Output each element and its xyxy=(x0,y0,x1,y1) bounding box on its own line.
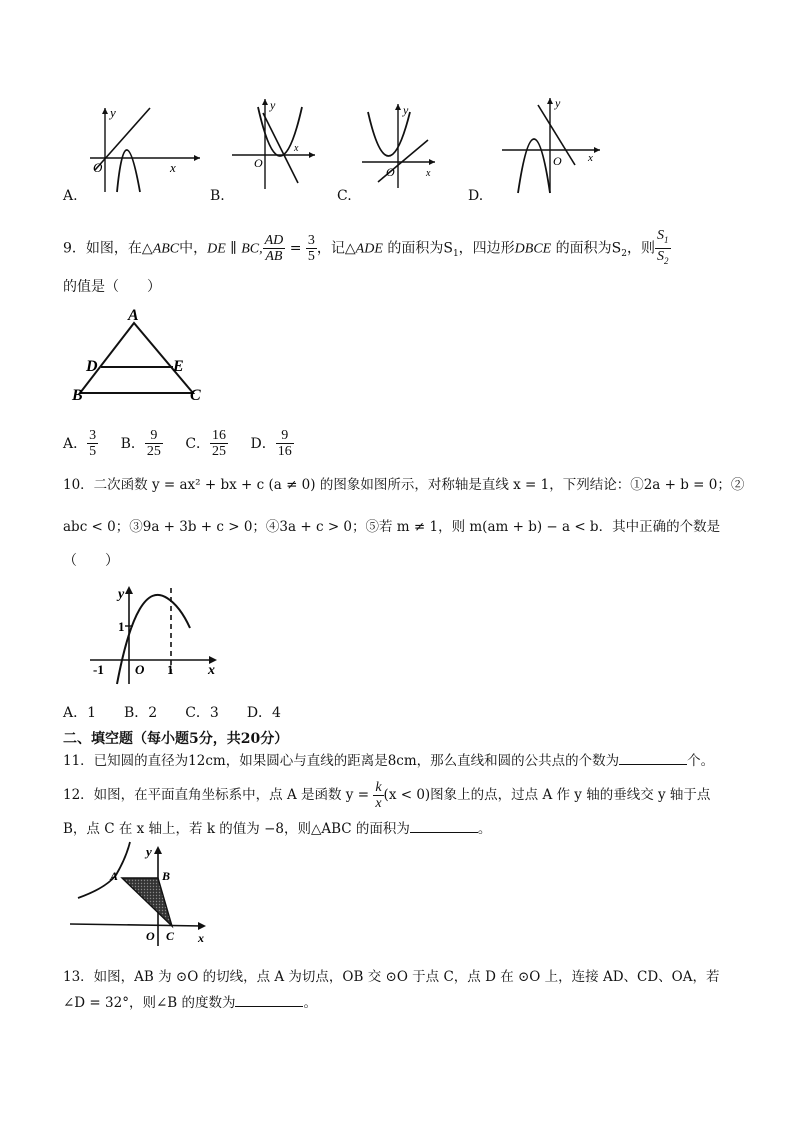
axis-x-label: x xyxy=(208,663,215,678)
q10-choices[interactable]: A．1 B．2 C．3 D．4 xyxy=(63,705,281,721)
point-c: C xyxy=(166,929,175,943)
q9-choices xyxy=(63,428,294,459)
q12-line2: B，点 C 在 x 轴上，若 k 的值为 −8，则△ABC 的面积为 。 xyxy=(63,821,492,837)
q10-line3: （ ） xyxy=(63,553,119,569)
graph-d xyxy=(500,95,605,195)
choice-b[interactable]: B． $\frac{9}{25}$ xyxy=(120,428,161,459)
tick-neg1: -1 xyxy=(93,662,104,677)
section-heading: 二、填空题（每小题5分，共20分） xyxy=(63,731,289,747)
q11: 11．已知圆的直径为12cm，如果圆心与直线的距离是8cm，那么直线和圆的公共点的个数为 个。 xyxy=(63,753,715,769)
q10-figure xyxy=(85,568,230,688)
q13-line1: 13．如图，AB 为 ⊙O 的切线，点 A 为切点，OB 交 ⊙O 于点 C，点 D 在 ⊙O 上，连接 AD、CD、OA，若 xyxy=(63,969,720,985)
axis-x-label: x xyxy=(170,160,176,175)
origin-label: O xyxy=(146,929,155,943)
axis-y-label: y xyxy=(146,844,152,859)
point-b: B xyxy=(162,869,171,883)
option-d-label: D. xyxy=(468,188,484,204)
choice-d[interactable]: D． $\frac{9}{16}$ xyxy=(250,428,292,459)
answer-blank[interactable] xyxy=(410,820,478,833)
q10-line2: abc < 0；③9a + 3b + c > 0；④3a + c > 0；⑤若 m ≠ 1，则 m(am + b) − a < b．其中正确的个数是 xyxy=(63,519,721,535)
axis-x-label: x xyxy=(426,168,431,179)
axis-y-label: y xyxy=(110,105,116,120)
vertex-a: A xyxy=(128,307,139,324)
axis-x-label: x xyxy=(588,152,593,164)
graph-b xyxy=(230,95,320,190)
q9-figure xyxy=(68,305,218,405)
option-a-label: A. xyxy=(63,188,78,204)
axis-y-label: y xyxy=(270,98,276,112)
vertex-c: C xyxy=(190,387,201,404)
choice-c[interactable]: C． $\frac{16}{25}$ xyxy=(185,428,227,459)
axis-x-label: x xyxy=(198,931,204,945)
option-b-label: B. xyxy=(210,188,225,204)
vertex-d: D xyxy=(86,358,98,375)
q10-line1: 10．二次函数 y = ax² + bx + c (a ≠ 0) 的图象如图所示，对称轴是直线 x = 1，下列结论：①2a + b = 0；② xyxy=(63,477,745,493)
q12-figure xyxy=(68,840,218,950)
q9-line2: 的值是（ ） xyxy=(63,279,161,295)
axis-x-label: x xyxy=(294,143,299,154)
answer-blank[interactable] xyxy=(235,994,303,1007)
origin-label: O xyxy=(254,156,263,170)
vertex-b: B xyxy=(72,387,83,404)
answer-blank[interactable] xyxy=(619,752,687,765)
q8-options xyxy=(60,95,620,207)
axis-y-label: y xyxy=(118,587,125,602)
tick-1-x: 1 xyxy=(167,662,174,677)
origin-label: O xyxy=(386,165,395,179)
option-c-label: C. xyxy=(337,188,352,204)
point-a: A xyxy=(110,869,119,883)
choice-a[interactable]: A． $\frac{3}{5}$ xyxy=(63,428,97,459)
graph-a xyxy=(85,100,205,195)
axis-y-label: y xyxy=(403,103,409,117)
q9-line1: 9．如图，在△ABC中，DE ∥ BC, $\frac{AD}{AB}$ = $\frac{3}{5}$ ，记△ADE 的面积为$S_1$，四边形DBCE 的面积为$S_2$，则 $\frac{S_1}{S_2}$ xyxy=(63,228,669,266)
axis-y-label: y xyxy=(555,96,561,110)
origin-label: O xyxy=(553,154,562,168)
origin-label: O xyxy=(135,662,145,677)
q12-line1: 12．如图，在平面直角坐标系中，点 A 是函数 y = $\frac{k}{x}$ (x < 0)图象上的点，过点 A 作 y 轴的垂线交 y 轴于点 xyxy=(63,780,711,811)
graph-c xyxy=(360,100,440,190)
origin-label: O xyxy=(93,160,103,175)
tick-1-y: 1 xyxy=(118,619,125,634)
vertex-e: E xyxy=(173,358,184,375)
q13-line2: ∠D = 32°，则∠B 的度数为 。 xyxy=(63,995,317,1011)
